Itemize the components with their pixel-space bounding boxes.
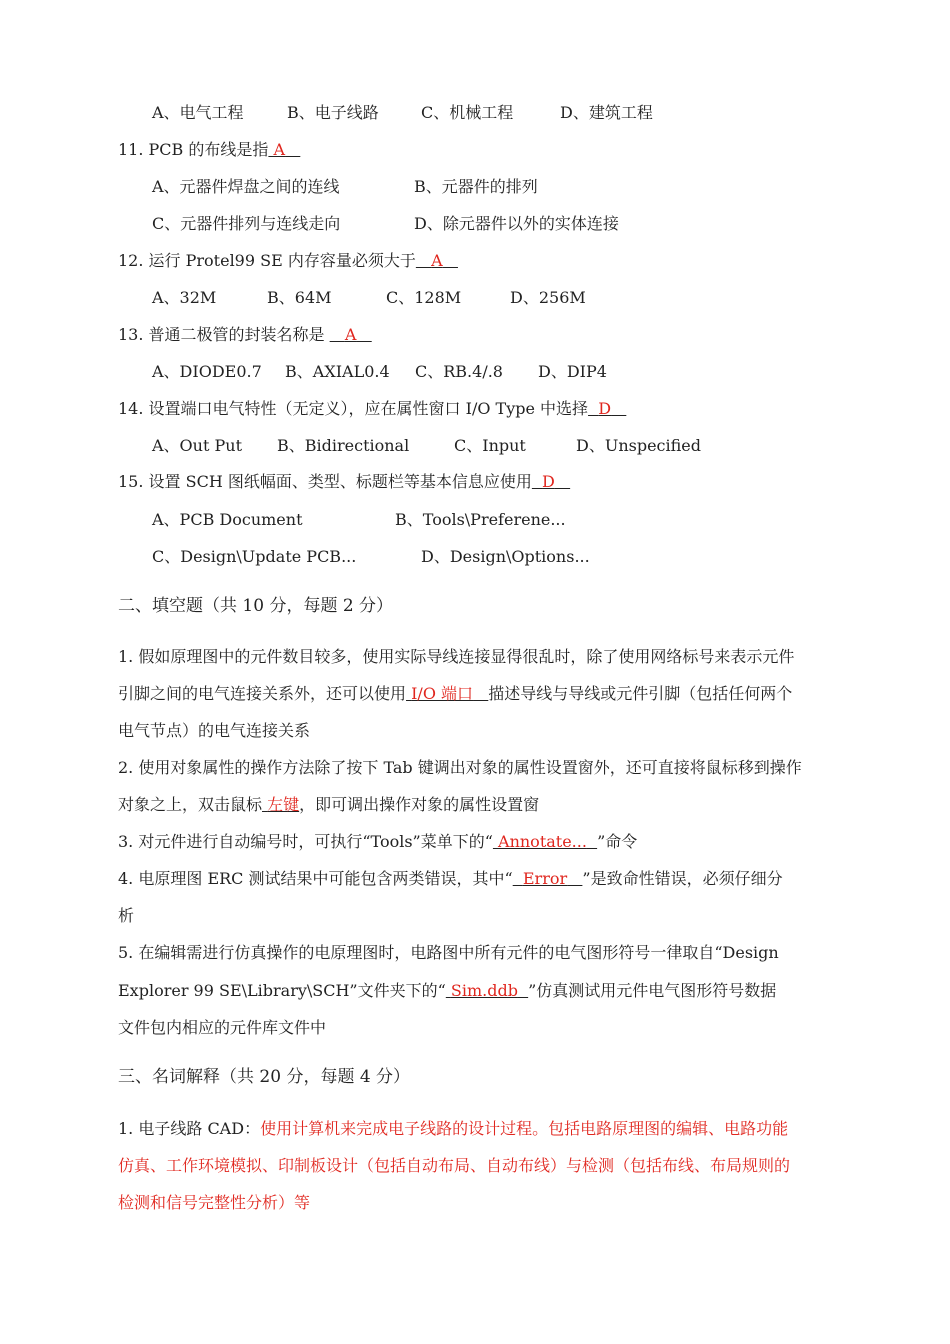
q10-option-c: C、机械工程 (421, 103, 514, 122)
fill3-line (118, 831, 637, 853)
q12-answer: A (431, 251, 443, 270)
fill3-text-b: ”命令 (597, 832, 638, 851)
q13-answer: A (344, 325, 357, 344)
fill1-text-b: 描述导线与导线或元件引脚（包括任何两个 (488, 684, 793, 703)
q13-text: 13. 普通二极管的封装名称是 (118, 325, 330, 344)
fill5-line1: 5. 在编辑需进行仿真操作的电原理图时，电路图中所有元件的电气图形符号一律取自“Design (118, 943, 779, 962)
def1-line3: 检测和信号完整性分析）等 (118, 1193, 311, 1212)
fill3-text-a: 3. 对元件进行自动编号时，可执行“Tools”菜单下的“ (118, 832, 493, 851)
q15-options-row1 (152, 509, 566, 531)
def1-line2: 仿真、工作环境模拟、印制板设计（包括自动布局、自动布线）与检测（包括布线、布局规则的 (118, 1156, 791, 1175)
q10-option-a: A、电气工程 (152, 103, 244, 122)
fill5-line3: 文件包内相应的元件库文件中 (118, 1018, 327, 1037)
fill1-line3: 电气节点）的电气连接关系 (118, 721, 311, 740)
fill5-text-b: ”仿真测试用元件电气图形符号数据 (528, 981, 777, 1000)
q12-options (152, 287, 586, 309)
q14-option-b: B、Bidirectional (277, 436, 410, 455)
q11-answer: A (273, 140, 286, 159)
fill1-text-a: 引脚之间的电气连接关系外，还可以使用 (118, 684, 407, 703)
q11-stem (118, 139, 300, 161)
q14-option-a: A、Out Put (152, 436, 242, 455)
def1-line1 (118, 1118, 788, 1140)
q15-option-d: D、Design\Options... (421, 547, 590, 566)
q13-option-b: B、AXIAL0.4 (285, 362, 390, 381)
q13-option-a: A、DIODE0.7 (152, 362, 262, 381)
fill4-line2: 析 (118, 906, 135, 925)
fill2-answer: 左键 (267, 795, 300, 814)
q14-text: 14. 设置端口电气特性（无定义），应在属性窗口 I/O Type 中选择 (118, 399, 589, 418)
q14-stem (118, 398, 626, 420)
q13-options (152, 361, 607, 383)
q14-options (152, 435, 701, 457)
q10-options (152, 102, 653, 124)
fill1-line1: 1. 假如原理图中的元件数目较多，使用实际导线连接显得很乱时，除了使用网络标号来表示元件 (118, 647, 795, 666)
q12-option-a: A、32M (152, 288, 217, 307)
fill2-text-a: 对象之上，双击鼠标 (118, 795, 263, 814)
q15-options-row2 (152, 546, 590, 568)
fill2-line2 (118, 794, 539, 816)
fill2-line1: 2. 使用对象属性的操作方法除了按下 Tab 键调出对象的属性设置窗外，还可直接将鼠标移到操作 (118, 758, 802, 777)
fill1-answer: I/O 端口 (411, 684, 474, 703)
fill4-line1 (118, 868, 783, 890)
q15-option-b: B、Tools\Preferene... (395, 510, 566, 529)
q12-option-d: D、256M (510, 288, 586, 307)
q11-options-row2 (152, 213, 619, 235)
q11-text: 11. PCB 的布线是指 (118, 140, 269, 159)
q12-option-c: C、128M (386, 288, 462, 307)
fill5-line2 (118, 980, 776, 1002)
fill5-answer: Sim.ddb (450, 981, 518, 1000)
q15-answer: D (542, 472, 555, 491)
q13-stem (118, 324, 372, 346)
q15-option-a: A、PCB Document (152, 510, 303, 529)
q15-text: 15. 设置 SCH 图纸幅面、类型、标题栏等基本信息应使用 (118, 472, 532, 491)
fill2-text-b: ，即可调出操作对象的属性设置窗 (299, 795, 540, 814)
def1-term: 1. 电子线路 CAD： (118, 1119, 261, 1138)
fill4-text-a: 4. 电原理图 ERC 测试结果中可能包含两类错误，其中“ (118, 869, 513, 888)
q11-option-b: B、元器件的排列 (414, 177, 538, 196)
def1-text-1: 使用计算机来完成电子线路的设计过程。包括电路原理图的编辑、电路功能 (260, 1119, 789, 1138)
fill4-text-b: ”是致命性错误，必须仔细分 (582, 869, 783, 888)
q13-option-d: D、DIP4 (538, 362, 607, 381)
q15-option-c: C、Design\Update PCB... (152, 547, 357, 566)
q11-option-a: A、元器件焊盘之间的连线 (152, 177, 340, 196)
q14-option-c: C、Input (454, 436, 526, 455)
q11-option-d: D、除元器件以外的实体连接 (414, 214, 619, 233)
q11-option-c: C、元器件排列与连线走向 (152, 214, 341, 233)
fill5-text-a: Explorer 99 SE\Library\SCH”文件夹下的“ (118, 981, 446, 1000)
section-3-heading: 三、名词解释（共 20 分，每题 4 分） (118, 1067, 411, 1087)
q14-answer: D (598, 399, 612, 418)
q10-option-d: D、建筑工程 (560, 103, 653, 122)
q10-option-b: B、电子线路 (287, 103, 379, 122)
q14-option-d: D、Unspecified (576, 436, 702, 455)
section-2-heading: 二、填空题（共 10 分，每题 2 分） (118, 596, 394, 616)
q11-options-row1 (152, 176, 538, 198)
fill1-line2 (118, 683, 792, 705)
q13-option-c: C、RB.4/.8 (415, 362, 503, 381)
q12-stem (118, 250, 458, 272)
q15-stem (118, 471, 570, 493)
fill4-answer: Error (522, 869, 568, 888)
q12-option-b: B、64M (267, 288, 332, 307)
q12-text: 12. 运行 Protel99 SE 内存容量必须大于 (118, 251, 416, 270)
fill3-answer: Annotate... (498, 832, 587, 851)
